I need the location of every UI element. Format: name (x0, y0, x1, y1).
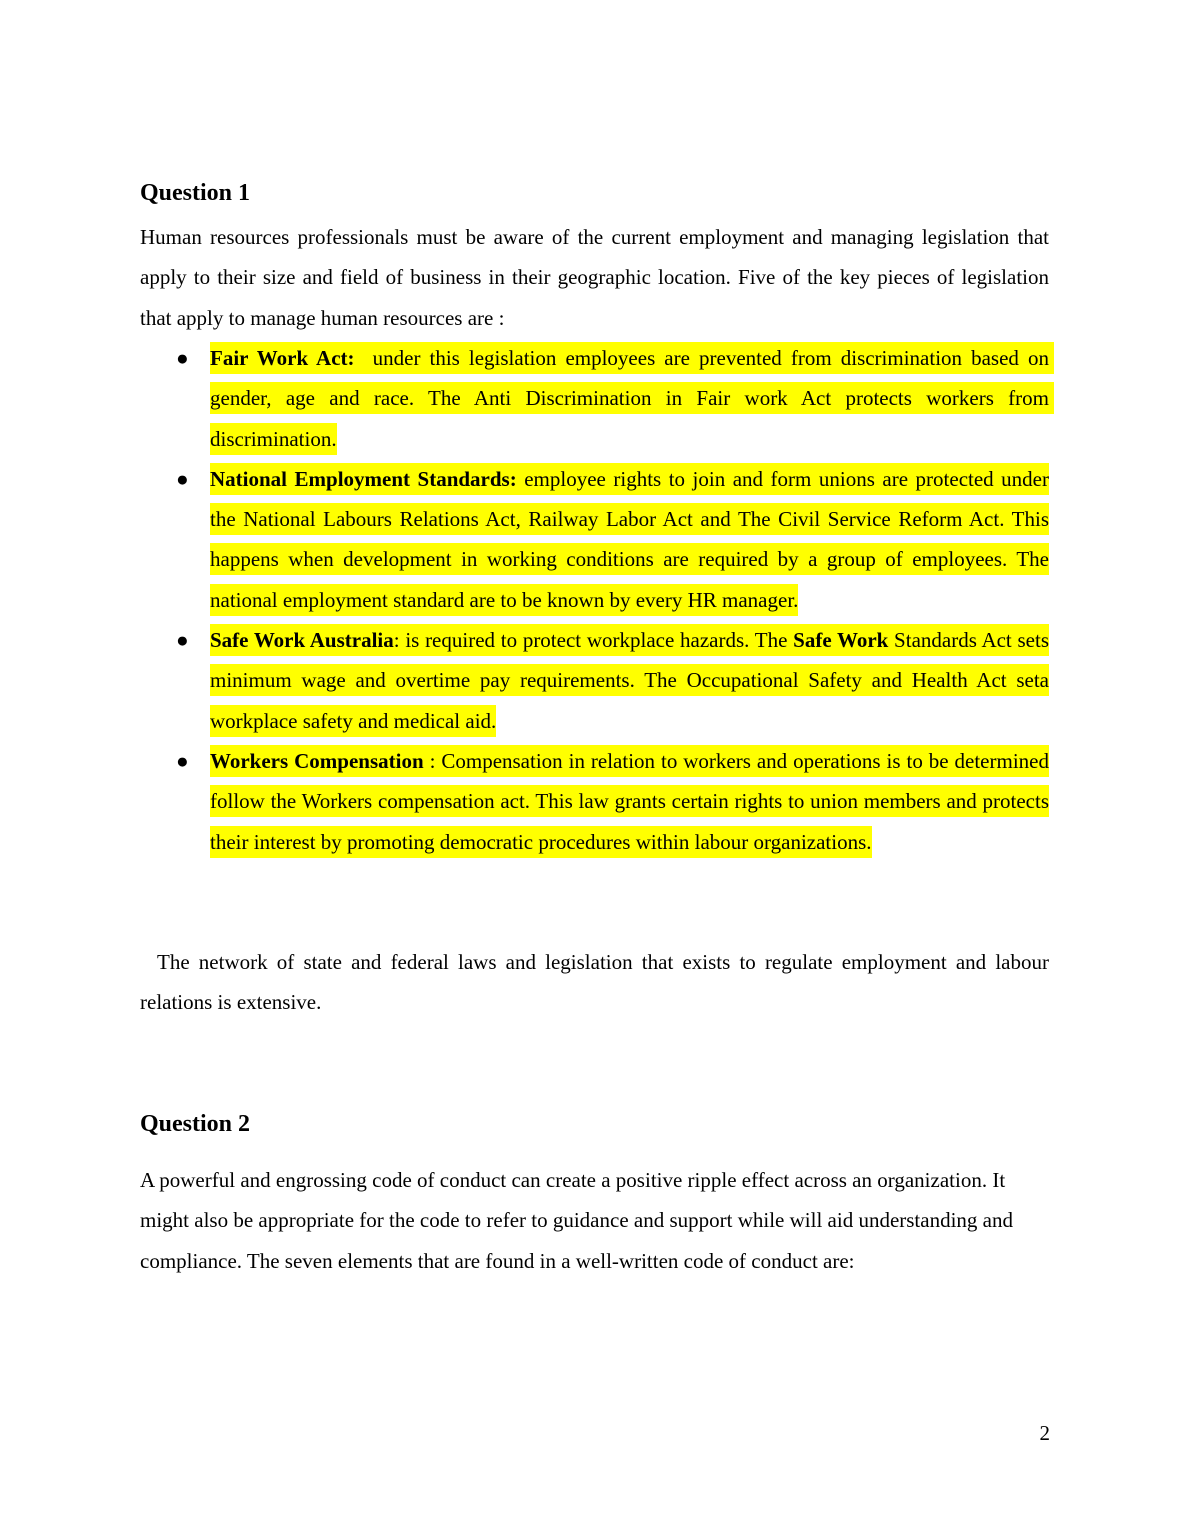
question-2-text: A powerful and engrossing code of conduct can create a positive ripple effect across an organization. It might also be appropriate for the code to refer to guidance and support while will aid understanding and compliance. The seven elements that are found in a well-written code of conduct are: (140, 1168, 1013, 1273)
question-1-heading: Question 1 (140, 180, 251, 206)
list-item (140, 620, 1049, 741)
bullet-title: Workers Compensation (210, 748, 424, 773)
list-item (140, 338, 1055, 459)
question-1-closing: The network of state and federal laws and legislation that exists to regulate employment and labour relations is extensive. (140, 950, 1049, 1015)
bullet-icon: ● (176, 466, 189, 491)
question-2-heading: Question 2 (140, 1111, 251, 1137)
question-1-intro: Human resources professionals must be aware of the current employment and managing legislation that apply to their size and field of business in their geographic location. Five of the key pieces of legislation that apply to manage human resources are : (140, 225, 1049, 330)
bullet-icon: ● (176, 628, 189, 653)
bullet-title: Fair Work Act: (210, 346, 355, 370)
bullet-icon: ● (176, 748, 189, 773)
bullet-icon: ● (176, 346, 189, 370)
legislation-list (140, 338, 1055, 862)
bullet-text: under this legislation employees are prevented from discrimination based on gender, age and race. The Anti Discrimination in Fair work Act protects workers from discrimination. (210, 346, 1055, 451)
bullet-title: Safe Work Australia (210, 628, 394, 653)
page-number: 2 (1039, 1421, 1050, 1445)
bullet-text: Standards Act sets minimum wage and overtime pay requirements. The Occupational Safety and Health Act seta workplace safety and medical aid. (210, 628, 1049, 733)
list-item (140, 741, 1049, 862)
bullet-title: National Employment Standards: (210, 466, 517, 491)
bullet-text: : Compensation in relation to workers and operations is to be determined follow the Workers compensation act. This law grants certain rights to union members and protects their interest by promoting democratic procedures within labour organizations. (210, 748, 1049, 854)
bullet-text: : is required to protect workplace hazards. The (393, 628, 794, 653)
bullet-text: employee rights to join and form unions are protected under the National Labours Relations Act, Railway Labor Act and The Civil Service Reform Act. This happens when development in working conditions are required by a group of employees. The national employment standard are to be known by every HR manager. (210, 466, 1049, 612)
list-item (140, 459, 1049, 620)
bullet-bold-phrase: Safe Work (793, 628, 889, 653)
